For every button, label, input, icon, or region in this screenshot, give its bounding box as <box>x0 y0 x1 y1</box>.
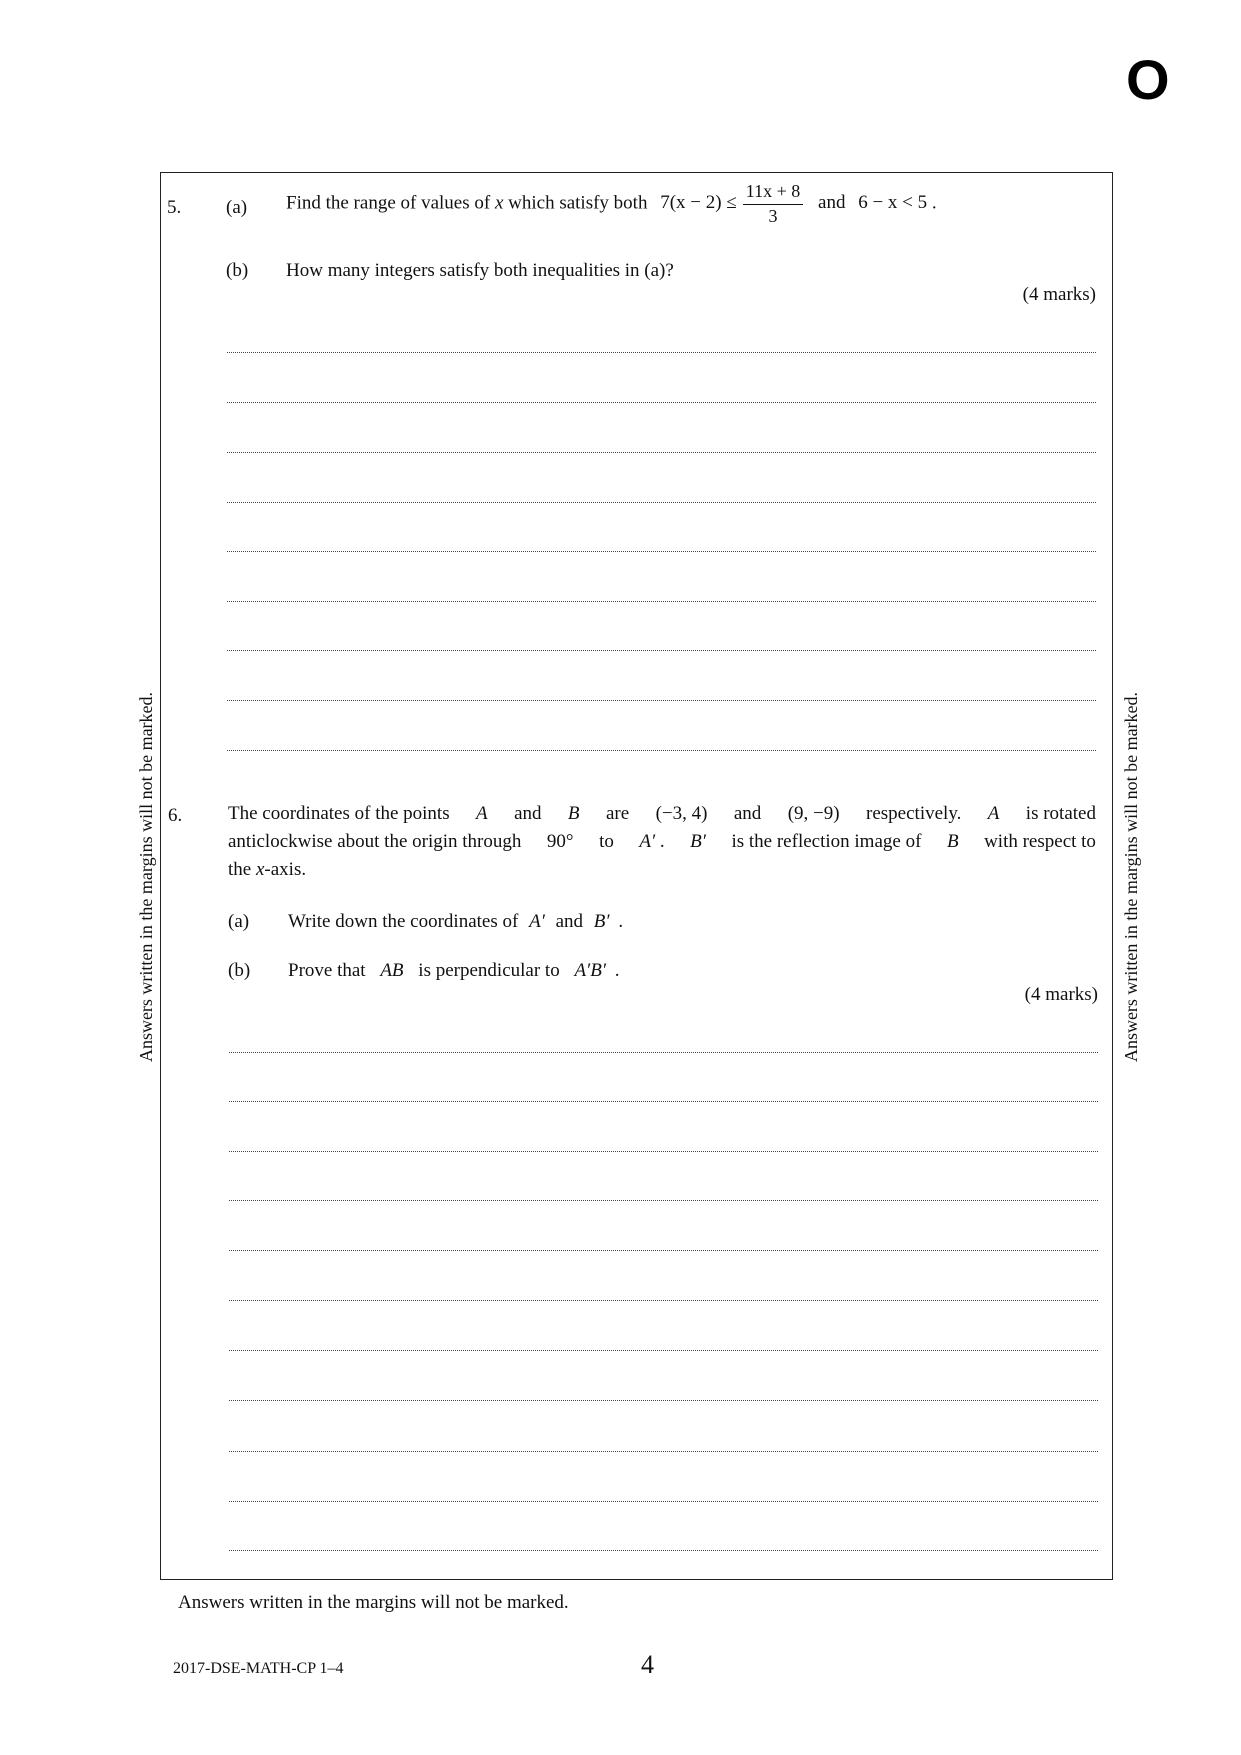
q6-and1: and <box>514 803 542 824</box>
q6-reflect-text: is the reflection image of <box>731 831 922 852</box>
q6a-bprime: B′ <box>593 911 610 932</box>
q6b-text <box>288 960 619 983</box>
q6-intro <box>228 800 1096 884</box>
q5a-var-x: x <box>494 192 504 214</box>
q5-answer-line <box>227 601 1096 602</box>
q6-answer-line <box>229 1400 1098 1401</box>
page-number: 4 <box>641 1650 654 1679</box>
q6-angle: 90° <box>546 831 574 852</box>
q6-answer-line <box>229 1101 1098 1102</box>
q6-line3-end: -axis. <box>264 859 307 880</box>
q5-answer-line <box>227 551 1096 552</box>
footer-code: 2017-DSE-MATH-CP 1–4 <box>173 1660 344 1677</box>
q6-intro-line1 <box>228 800 1096 828</box>
q6-answer-line <box>229 1550 1098 1551</box>
q6-are: are <box>605 803 630 824</box>
q6-point-b: B <box>567 803 580 824</box>
q6-line1-pre: The coordinates of the points <box>228 803 450 824</box>
q6-point-b2: B <box>946 831 959 852</box>
q6a-label: (a) <box>228 911 250 932</box>
q5b-label: (b) <box>226 260 249 281</box>
q6-and2: and <box>733 803 762 824</box>
q6b-end: . <box>614 960 620 981</box>
q6a-text <box>288 911 623 934</box>
side-note-left: Answers written in the margins will not be marked. <box>136 691 156 1063</box>
q5-answer-line <box>227 750 1096 751</box>
q6-point-a: A <box>476 803 488 824</box>
q6-with-respect: with respect to <box>984 831 1096 852</box>
q5a-text-2: which satisfy both <box>508 192 648 214</box>
q6-to: to <box>599 831 614 852</box>
q6-coord-b: (9, −9) <box>787 803 840 824</box>
q6-resp: respectively. <box>866 803 962 824</box>
q6b-text-pre: Prove that <box>288 960 366 981</box>
q6-dot: . <box>659 831 665 852</box>
q5-answer-line <box>227 650 1096 651</box>
bottom-margin-note: Answers written in the margins will not be marked. <box>178 1592 569 1613</box>
q5a-frac-num: 11x + 8 <box>743 181 803 205</box>
q6a-text-pre: Write down the coordinates of <box>288 911 519 932</box>
q6-answer-line <box>229 1350 1098 1351</box>
q6-point-a2: A <box>987 803 1000 824</box>
q5a-label: (a) <box>226 197 248 218</box>
q5-answer-line <box>227 502 1096 503</box>
q5-marks: (4 marks) <box>1022 284 1096 305</box>
q6-intro-line2 <box>228 828 1096 856</box>
q6b-ab: AB <box>380 960 404 981</box>
q6-line2-pre: anticlockwise about the origin through <box>228 831 522 852</box>
side-note-right: Answers written in the margins will not be marked. <box>1121 691 1141 1063</box>
q6-b-prime: B′ <box>690 831 706 852</box>
q6-marks: (4 marks) <box>1024 984 1098 1005</box>
q5-answer-line <box>227 402 1096 403</box>
q5a-fraction <box>743 181 803 227</box>
q6-coord-a: (−3, 4) <box>655 803 708 824</box>
q5a-frac-den: 3 <box>768 205 778 226</box>
q6-line3-the: the <box>228 859 252 880</box>
q6-is-rotated: is rotated <box>1025 803 1096 824</box>
q5a-ineq1-left: 7(x − 2) ≤ <box>660 192 737 214</box>
q5-answer-line <box>227 452 1096 453</box>
q5a-ineq2: 6 − x < 5 <box>858 192 928 214</box>
q6-a-prime: A′ <box>639 831 656 852</box>
corner-mark: O <box>1126 48 1170 111</box>
q6b-mid: is perpendicular to <box>418 960 560 981</box>
q5a-text-1: Find the range of values of <box>286 192 491 214</box>
q5-answer-line <box>227 352 1096 353</box>
q6-answer-line <box>229 1200 1098 1201</box>
q6-answer-line <box>229 1300 1098 1301</box>
q6-answer-line <box>229 1501 1098 1502</box>
q6-answer-line <box>229 1151 1098 1152</box>
q5a-text <box>286 181 937 227</box>
q6-intro-line3 <box>228 856 1096 884</box>
q6-x-axis-var: x <box>255 859 265 880</box>
q5a-period: . <box>931 192 937 214</box>
q6-answer-line <box>229 1250 1098 1251</box>
q6-number: 6. <box>168 805 183 826</box>
q5a-and: and <box>818 192 846 214</box>
q6a-and: and <box>555 911 584 932</box>
q6a-aprime: A′ <box>529 911 545 932</box>
q6-answer-line <box>229 1451 1098 1452</box>
q6a-end: . <box>618 911 624 932</box>
q5-number: 5. <box>167 197 182 218</box>
q5-answer-line <box>227 700 1096 701</box>
q6-answer-line <box>229 1052 1098 1053</box>
q6b-apbp: A′B′ <box>574 960 606 981</box>
q6b-label: (b) <box>228 960 251 981</box>
q5b-text: How many integers satisfy both inequalities in (a)? <box>286 260 674 281</box>
